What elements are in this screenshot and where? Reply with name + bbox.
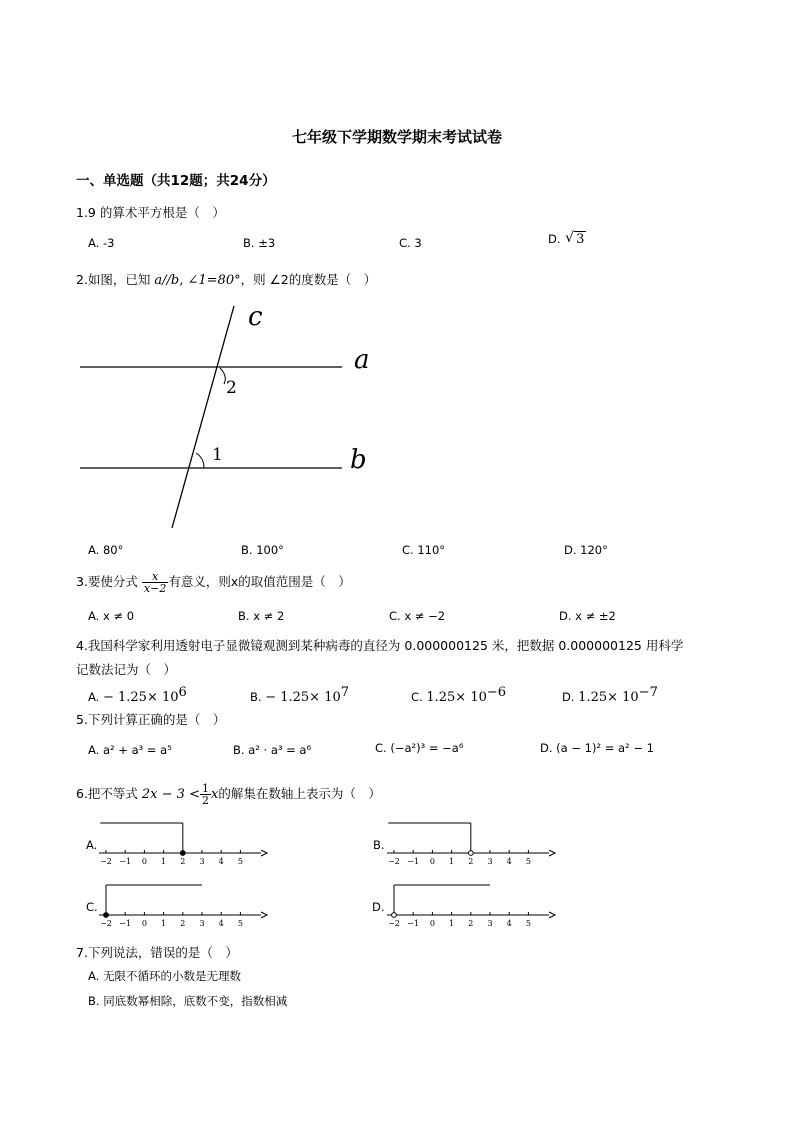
- q1-option-a: A. -3: [88, 236, 115, 250]
- label-a: a: [354, 345, 370, 375]
- q5-option-c: C. (−a²)³ = −a⁶: [375, 741, 464, 755]
- tick-label: 1: [161, 919, 167, 928]
- tick-label: 4: [506, 919, 512, 928]
- q1-option-b: B. ±3: [243, 236, 276, 250]
- tick-label: 2: [468, 857, 474, 866]
- q4-option-a: A. − $1.25\times 10^6$: [88, 685, 187, 705]
- tick-label: 0: [429, 919, 435, 928]
- open-dot: [392, 913, 397, 918]
- q7-option-b: B. 同底数幂相除，底数不变，指数相减: [88, 994, 288, 1008]
- tick-label: 2: [180, 919, 186, 928]
- axis-arrow: [549, 912, 555, 918]
- question-4-line-2: 记数法记为（ ）: [76, 662, 177, 677]
- number-line-a: [96, 818, 271, 868]
- number-line-d: [384, 880, 559, 930]
- q2-option-a: A. 80°: [88, 543, 124, 557]
- q2-option-d: D. 120°: [564, 543, 608, 557]
- parallel-lines-figure: [76, 300, 386, 535]
- question-7: 7.下列说法，错误的是（ ）: [76, 945, 238, 960]
- tick-label: 1: [449, 857, 455, 866]
- label-1: 1: [212, 445, 223, 465]
- tick-label: 0: [141, 857, 147, 866]
- label-2: 2: [226, 378, 237, 398]
- tick-label: −1: [119, 857, 132, 866]
- section-heading: 一、单选题（共12题；共24分）: [76, 173, 276, 189]
- question-6: 6.把不等式 2x − 3 < $\frac{1}{2}$ x的解集在数轴上表示为（ ）: [76, 782, 381, 807]
- q2-option-c: C. 110°: [402, 543, 446, 557]
- q4-option-d: D. $1.25\times 10^{-7}$: [562, 685, 658, 705]
- tick-label: −2: [388, 857, 400, 866]
- tick-label: 4: [506, 857, 512, 866]
- fraction-half: $\frac{1}{2}$: [201, 782, 209, 807]
- number-line-b: [384, 818, 559, 868]
- line-c: [172, 306, 234, 528]
- q5-option-b: B. a² · a³ = a⁶: [233, 743, 312, 757]
- q5-option-d: D. (a − 1)² = a² − 1: [540, 741, 654, 755]
- q3-option-b: B. x ≠ 2: [238, 609, 285, 623]
- q4-option-b: B. − $1.25\times 10^7$: [250, 685, 350, 705]
- axis-arrow: [549, 850, 555, 856]
- page-title: 七年级下学期数学期末考试试卷: [291, 128, 502, 146]
- q1-option-c: C. 3: [399, 236, 422, 250]
- q6-option-a-label: A.: [86, 838, 98, 852]
- sqrt-value: √ 3: [565, 230, 585, 247]
- axis-arrow: [261, 850, 267, 856]
- tick-label: −2: [100, 857, 112, 866]
- tick-label: 0: [429, 857, 435, 866]
- angle-1-arc: [196, 453, 204, 468]
- q6-option-b-label: B.: [373, 838, 385, 852]
- radical-sign: √: [565, 230, 575, 246]
- tick-label: −1: [407, 857, 420, 866]
- tick-label: 5: [237, 919, 243, 928]
- question-1: 1.9 的算术平方根是（ ）: [76, 205, 225, 220]
- tick-label: 1: [449, 919, 455, 928]
- q3-option-c: C. x ≠ −2: [389, 609, 446, 623]
- q2-option-b: B. 100°: [241, 543, 284, 557]
- q1-option-d: D. √ 3: [548, 230, 585, 247]
- fraction: $\frac{x}{x-2}$: [143, 570, 167, 595]
- question-3: 3.要使分式 $\frac{x}{x-2}$ 有意义，则x的取值范围是（ ）: [76, 570, 351, 595]
- tick-label: 2: [468, 919, 474, 928]
- q7-option-a: A. 无限不循环的小数是无理数: [88, 969, 241, 983]
- axis-arrow: [261, 912, 267, 918]
- q3-option-d: D. x ≠ ±2: [559, 609, 616, 623]
- label-b: b: [350, 445, 367, 475]
- closed-dot: [104, 913, 109, 918]
- tick-label: 3: [199, 919, 205, 928]
- q4-option-c: C. $1.25\times 10^{-6}$: [411, 685, 507, 705]
- angle-2-arc: [220, 368, 225, 384]
- q3-option-a: A. x ≠ 0: [88, 609, 135, 623]
- tick-label: 4: [218, 919, 224, 928]
- open-dot: [468, 851, 473, 856]
- tick-label: 4: [218, 857, 224, 866]
- closed-dot: [180, 851, 185, 856]
- tick-label: −2: [388, 919, 400, 928]
- tick-label: −1: [119, 919, 132, 928]
- tick-label: 2: [180, 857, 186, 866]
- tick-label: −2: [100, 919, 112, 928]
- tick-label: 3: [487, 919, 493, 928]
- tick-label: 1: [161, 857, 167, 866]
- q5-option-a: A. a² + a³ = a⁵: [88, 743, 172, 757]
- q6-option-d-label: D.: [372, 900, 385, 914]
- label-c: c: [248, 302, 263, 332]
- tick-label: 3: [487, 857, 493, 866]
- tick-label: 5: [525, 919, 531, 928]
- question-5: 5.下列计算正确的是（ ）: [76, 712, 226, 727]
- question-4-line-1: 4.我国科学家利用透射电子显微镜观测到某种病毒的直径为 0.000000125 米，把数据 0.000000125 用科学: [76, 638, 684, 653]
- question-2: 2.如图，已知 a//b, ∠1=80°，则 ∠2的度数是（ ）: [76, 272, 377, 288]
- number-line-c: [96, 880, 271, 930]
- tick-label: 5: [525, 857, 531, 866]
- tick-label: 5: [237, 857, 243, 866]
- tick-label: 3: [199, 857, 205, 866]
- q6-option-c-label: C.: [86, 900, 98, 914]
- tick-label: −1: [407, 919, 420, 928]
- tick-label: 0: [141, 919, 147, 928]
